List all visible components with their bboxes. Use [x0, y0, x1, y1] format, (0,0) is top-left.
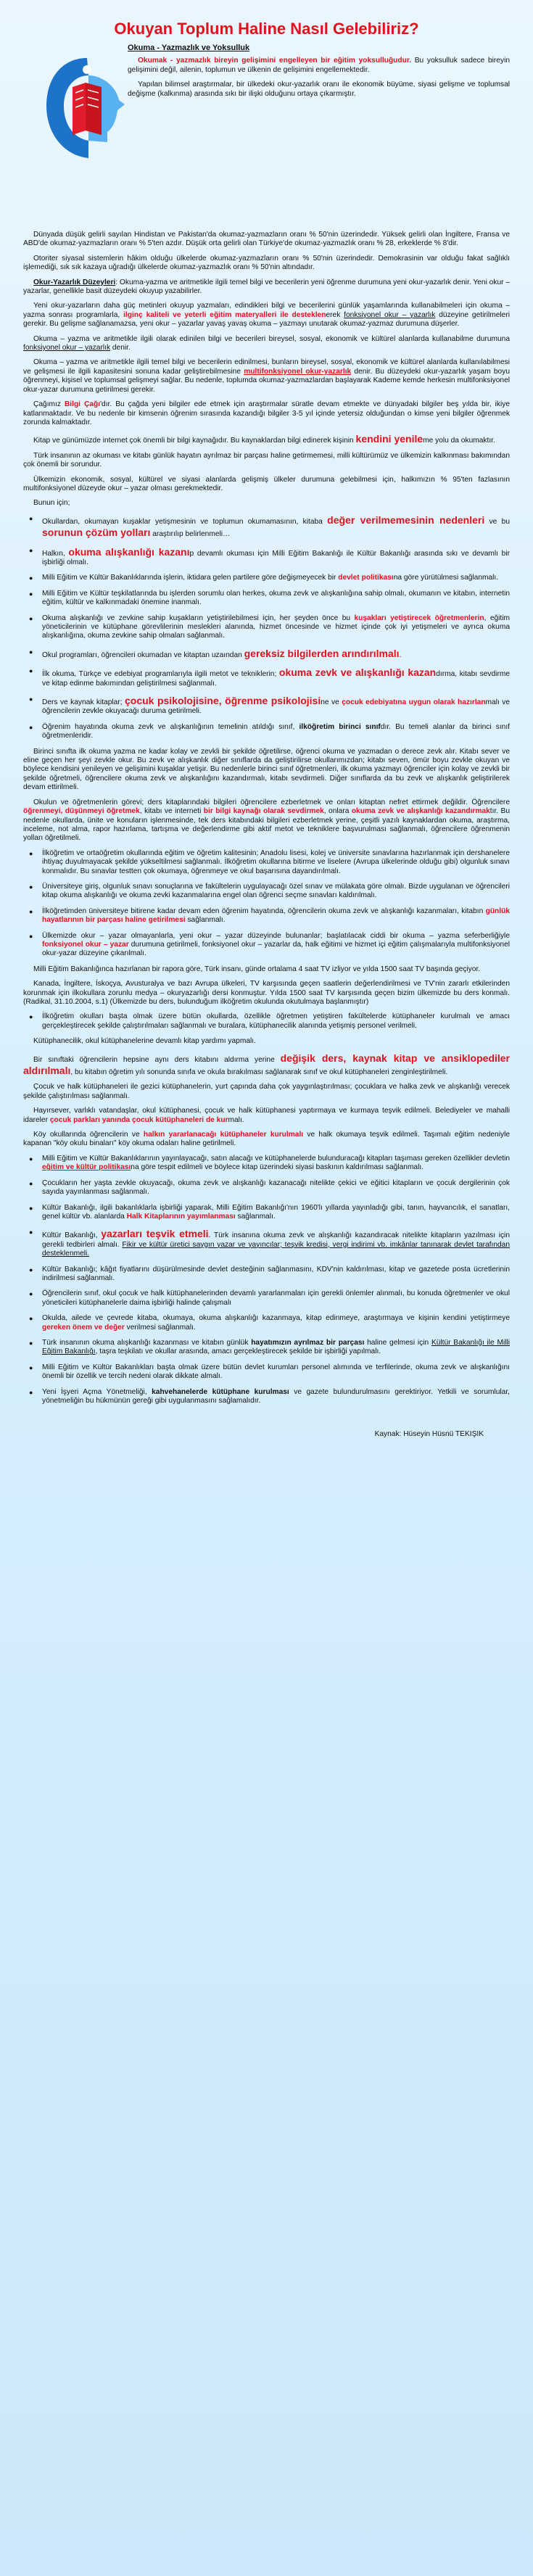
bold-text: kahvehanelerde kütüphane kurulması — [152, 1387, 289, 1396]
list-item — [42, 546, 510, 568]
paragraph-text: tır. — [487, 437, 495, 445]
list-item — [42, 723, 510, 741]
list-item — [42, 695, 510, 717]
paragraph — [23, 278, 510, 297]
paragraph-text: Milli Eğitim ve Kültür Bakanlıklarının yayınlayacağı, satın alacağı ve kütüphanelerde bulunduracağı kitapları taşıması gereken özellikler devletin — [42, 1154, 510, 1163]
list-item: ● Çocukların her yaşta zevkle okuyacağı, okuma zevk ve alışkanlığı kazanacağı nitelikte çekici ve eğitici kitapların ve çocuk dergilerinin çok sayıda yayınlanması sağlanmalı. — [42, 1179, 510, 1197]
paragraph: Ülkemizin ekonomik, sosyal, kültürel ve siyasi alanlarda gelişmiş ülkeler durumuna gelebilmesi için, halkımızın % 95'ten fazlasının multifonksiyonel düzeyde okur – yazar olması gerekmektedir. — [23, 475, 510, 492]
paragraph-text: Ders ve kaynak kitaplar; — [42, 698, 125, 707]
paragraph: Türk insanının az okuması ve kitabı günlük hayatın ayrılmaz bir parçası haline getirmemesi, milli kültürümüz ve ülkemizin kalkınması bakımından çok önemli bir sorundur. — [23, 451, 510, 469]
list-item: ● Öğrencilerin sınıf, okul çocuk ve halk kütüphanelerinden devamlı yararlanmaları için gerekli önlemler alınmalı, bu konuda öğretmenler ve okul yöneticileri kütüphanelerle daima işbirliği halinde çalışmalı — [42, 1289, 510, 1308]
list-item — [42, 514, 510, 540]
highlight-text: okuma zevk ve alışkanlığı kazandırmak — [351, 807, 490, 816]
paragraph-text: denir. — [110, 344, 131, 352]
list-item — [42, 648, 510, 660]
list-item — [42, 666, 510, 688]
paragraph-text: , onlara — [323, 807, 352, 816]
list-item — [42, 614, 510, 641]
paragraph-text: , bu kitabın öğretim yılı sonunda sınıfa ve okula bırakılması sağlanarak sınıf ve okul kütüphaneleri zenginleştirilmeli. — [70, 1068, 448, 1077]
book-head-logo-icon — [44, 54, 128, 162]
paragraph-text: . Türk insanına okuma zevk ve alışkanlığı kazandıracak nitelikte kitapların yazılması için gerekli tedbirleri almalı. — [42, 1231, 510, 1249]
highlight-text: okuma alışkanlığı kazanı — [68, 545, 190, 558]
highlight-text: eğitim ve kültür politikası — [42, 1163, 131, 1172]
underlined-text: fonksiyonel okur – yazarlık — [344, 310, 436, 319]
paragraph: Otoriter siyasal sistemlerin hâkim olduğu ülkelerde okumaz-yazmazların oranı % 50'nin üzerindedir. Demokrasinin var olduğu fakat sağlıklı işlemediği, sık sık kazaya uğradığı ülkelerde okumaz-yazmazlık oranı % 50'nin altındadır. — [23, 254, 510, 272]
paragraph-text: İlköğretimden üniversiteye bitirene kadar devam eden öğrenim hayatında, öğrencilerin okuma zevk ve alışkanlığı kazanmaları, kitabın — [42, 907, 486, 915]
list-item — [42, 1204, 510, 1222]
paragraph-text: sağlanmalı. — [235, 1212, 276, 1221]
paragraph-text: Okul programları, öğrencileri okumadan ve kitaptan uzaından — [42, 651, 244, 659]
intro-text — [128, 44, 510, 99]
paragraph-text: Kültür Bakanlığı, ilgili bakanlıklarla işbirliği yaparak, Milli Eğitim Bakanlığı'nın 1960'lı yıllarda yayınladığı gibi, tanın, hayvancılık, el sanatları, genel kültür vb. alanlarda — [42, 1203, 510, 1221]
highlight-text: günlük hayatlarının bir parçası haline getirilmesi — [42, 907, 510, 925]
list-item — [42, 1228, 510, 1258]
paragraph-text: na göre tespit edilmeli ve böylece kitap üzerindeki siyasi baskının kaldırılması sağlanmalı. — [131, 1163, 424, 1172]
term-label: Okur-Yazarlık Düzeyleri — [33, 278, 116, 286]
list-item: ● Milli Eğitim ve Kültür teşkilatlarında bu işlerden sorumlu olan herkes, okuma zevk ve alışkanlığına sahip olmalı, okumanın ve kitabın, internetin eğitim, kültür ve kalkınmadaki önemine inanmalı. — [42, 590, 510, 608]
paragraph-text: Halkın, — [42, 549, 69, 558]
paragraph: Çocuk ve halk kütüphaneleri ile gezici kütüphanelerin, yurt çapında daha çok yaygınlaştırılması; çocuklara ve halka zevk ve alışkanlığı verecek şekilde çalıştırılması sağlanmalı. — [23, 1083, 510, 1100]
paragraph-text: Bir sınıftaki öğrencilerin hepsine aynı ders kitabını aldırma yerine — [33, 1055, 281, 1064]
paragraph: Dünyada düşük gelirli sayılan Hindistan ve Pakistan'da okumaz-yazmazların oranı % 50'nin üzerindedir. Yüksek gelirli olan İngiltere, Fransa ve ABD'de okumaz-yazmazların oranı % 5'ten azdır. Düşük orta gelirli olan Türkiye'de okumaz-yazmazlık oranı % 28, erkeklerde % 8'dir. — [23, 231, 510, 248]
highlight-text: devlet politikası — [338, 574, 394, 582]
paragraph-text: ve halk okumaya teşvik edilmeli. Taşımalı eğitim nedeniyle kapanan "köy okulu binaları" köy okuma odaları haline getirilmeli. — [23, 1131, 510, 1148]
paragraph — [23, 433, 510, 445]
paragraph-text: Okullardan, okumayan kuşaklar yetişmesinin ve toplumun okumamasının, kitaba — [42, 517, 328, 526]
paragraph-text: Hayırsever, varlıklı vatandaşlar, okul kütüphanesi, çocuk ve halk kütüphanesi yaptırmaya ve kurmaya teşvik edilmeli. Belediyeler ve mahalli idareler — [23, 1107, 510, 1124]
paragraph-text: Bu yoksulluk sadece bireyin gelişimini değil, ailenin, toplumun ve ülkenin de gelişimini engellemektedir. — [128, 57, 510, 74]
highlight-text: ilginç kaliteli ve yeterli eğitim materyalleri ile desteklen — [123, 310, 326, 319]
paragraph-text: p devamlı okuması için Milli Eğitim Bakanlığı ile Kültür Bakanlığı arasında sıkı ve devamlı bir işbirliği olmalı. — [42, 549, 510, 566]
paragraph-text: verilmesi sağlanmalı. — [124, 1323, 196, 1332]
paragraph-text: Ülkemizde okur – yazar olmayanlarla, yeni okur – yazar düzeyinde bulunanlar; başlatılacak ciddi bir okuma – yazma seferberliğiyle — [42, 931, 510, 940]
paragraph — [23, 302, 510, 329]
page-title: Okuyan Toplum Haline Nasıl Gelebiliriz? — [114, 20, 419, 38]
highlight-text: halkın yararlanacağı kütüphaneler kurulmalı — [143, 1131, 304, 1139]
paragraph-text: dır. Bu temeli alanlar da birinci sınıf öğretmenleridir. — [42, 722, 510, 740]
paragraph-text: Yeni İşyeri Açma Yönetmeliği, — [42, 1387, 152, 1396]
section-heading: Okuma - Yazmazlık ve Yoksulluk — [128, 44, 250, 52]
highlight-text: gereken önem ve değer — [42, 1323, 125, 1332]
paragraph-text: Türk insanının okuma alışkanlığı kazanması ve kitabın günlük — [42, 1338, 252, 1347]
list-item — [42, 1388, 510, 1406]
paragraph-text: , taşra teşkilatı ve okullar arasında, amacı gerçekleştirecek şekilde bir işbirliği yapılmalı. — [95, 1347, 381, 1356]
highlight-text: fonksiyonel okur – yazar — [42, 940, 129, 949]
paragraph-text: . — [399, 651, 402, 659]
highlight-text: Okumak - yazmazlık bireyin gelişimini engelleyen bir eğitim yoksulluğudur. — [138, 57, 412, 65]
underlined-text: fonksiyonel okur – yazarlık — [23, 344, 111, 352]
paragraph — [23, 400, 510, 427]
highlight-text: Halk Kitaplarının yayımlanması — [126, 1212, 236, 1221]
paragraph-text: Okulun ve öğretmenlerin görevi; ders kitaplarındaki bilgileri öğrencilere ezberletmek ve onları kitaptan nefret ettirmek değildir. Öğrencilere — [33, 798, 510, 806]
paragraph-text: ne ve — [321, 698, 342, 707]
list-item — [42, 1339, 510, 1357]
highlight-text: kendini yenile — [355, 433, 423, 445]
highlight-text: bir bilgi kaynağı olarak sevdirmek — [203, 807, 324, 816]
paragraph — [23, 1107, 510, 1125]
bold-text: hayatımızın ayrılmaz bir parçası — [251, 1338, 365, 1347]
recommendation-list — [23, 1155, 510, 1406]
highlight-text: yazarları teşvik etmeli — [101, 1228, 209, 1240]
highlight-text: kuşakları yetiştirecek öğretmenlerin — [354, 614, 484, 622]
paragraph-text: sağlanmalı. — [185, 916, 226, 925]
paragraph-text: Okulda, ailede ve çevrede kitaba, okumaya, okuma alışkanlığı kazanmaya, kitap edinmeye, araştırmaya ve kişinin kendini yetiştirmeye — [42, 1314, 510, 1323]
paragraph-text: na göre yürütülmesi sağlanmalı. — [393, 574, 499, 582]
highlight-text: değer verilmemesinin nedenleri — [327, 513, 485, 526]
list-item: ● Üniversiteye giriş, olgunluk sınavı sonuçlarına ve fakültelerin uygulayacağı özel sınav ve mülakata göre olmalı. Bizde uygulanan ve öğrencileri kitap okuma alışkanlığı ve okuma zevki kazanmalarına engel olan öğrenci seçme sınavları kaldırılmalı. — [42, 883, 510, 901]
paragraph-text: malı. — [228, 1115, 244, 1124]
paragraph-text: Kitap ve günümüzde internet çok önemli bir bilgi kaynağıdır. Bu kaynaklardan bilgi edinerek kişinin — [33, 437, 356, 445]
highlight-text: gereksiz bilgilerden arındırılmalı — [244, 647, 400, 659]
paragraph — [23, 798, 510, 843]
paragraph-text: Milli Eğitim ve Kültür Bakanlıklarında işlerin, iktidara gelen partilere göre değişmeyecek bir — [42, 574, 339, 582]
paragraph-text: : Okuma-yazma ve aritmetikle ilgili temel bilgi ve becerilerin yeni öğrenme durumuna yeni okur-yazarlık denir. Yeni okur – yazarlar, genellikle basit düzeydeki okuyup yazabilirler. — [23, 278, 511, 296]
paragraph: Milli Eğitim Bakanlığınca hazırlanan bir rapora göre, Türk insanı, günde ortalama 4 saat TV izliyor ve yılda 1500 saat TV başında geçiyor. — [33, 965, 481, 973]
paragraph-text: Çağımız — [33, 400, 65, 409]
paragraph-text: denir. Bu düzeydeki okur-yazarlık yaşam boyu öğrenmeyi, kişisel ve toplumsal gelişmeyi sağlar. Bu nedenle, toplumda okumaz-yazmazlardan başlayarak Kademe kemde herkesin multifonksiyonel okur-yazar durumuna getirilmesi gerekir. — [23, 367, 510, 394]
paragraph: Birinci sınıfta ilk okuma yazma ne kadar kolay ve zevkli bir şekilde öğretilirse, öğrenci okuma ve yazmadan o derece zevk alır. Kitabı sever ve eline geçen her şeyi zevkle okur. Bu zevk ve alışkanlık diğer sınıflarda da geliştirilirse okullarımızdan; kitabı seven, ömür boyu zevkle okuyan ve böylece kendisini yenileyen ve gelişimini kuşaklar yetişir. Bu nedenlerle birinci sınıf öğretmenleri, ilk okuma yazmayı öğrenciler için kolay ve zevkli bir şekilde öğretmeli, öğrencilere okuma zevk ve alışkanlığını kazandırmalı, kitabı sevdirmeli. Diğer sınıflarda da bu zevk ve alışkanlık geliştirilerek devam ettirilmeli. — [23, 747, 510, 792]
paragraph-text: haline gelmesi için — [364, 1338, 431, 1347]
list-item: ● Kültür Bakanlığı; kâğıt fiyatlarını düşürülmesinde devlet desteğinin sağlanmasını, KDV'nin kaldırılması, kitap ve gazetede posta ücretlerinin indirilmesi sağlanmalı. — [42, 1266, 510, 1284]
intro-section — [23, 44, 510, 231]
paragraph-text: Yeni okur-yazarların daha güç metinleri okuyup yazmaları, edindikleri bilgi ve becerilerini günlük yaşamlarında kullanabilmeleri için okuma – yazma sonrası programlarla, — [23, 302, 510, 319]
paragraph: Kütüphanecilik, okul kütüphanelerine devamlı kitap yardımı yapmalı. — [33, 1037, 256, 1046]
recommendation-list — [23, 849, 510, 959]
paragraph-text: me yolu da okumak — [423, 437, 487, 445]
paragraph-text: düzeyine getirilmeleri gerekir. Bu gelişme sağlanamazsa, yeni okur – yazarlar yavaş yavaş okuma – yazmayı unutarak okumaz-yazmaz durumuna düşerler. — [23, 310, 511, 329]
highlight-text: multifonksiyonel okur-yazarlık — [244, 367, 352, 376]
highlight-text: öğrenmeyi, düşünmeyi öğretmek — [23, 807, 140, 816]
list-item — [42, 1314, 510, 1332]
paragraph-text: İlk okuma, Türkçe ve edebiyat programlarıyla ilgili metot ve tekniklerin; — [42, 670, 279, 679]
paragraph-text: Okuma – yazma ve aritmetikle ilgili temel bilgi ve becerilerin edinilmesi, bunların bireysel, sosyal, ekonomik ve kültürel alanlarda kullanılabilmesi ve gelişmesi ile ilgili kapasitesini sonuna kadar geliştirebilmesine — [23, 358, 510, 376]
paragraph-text: ve gazete bulundurulmasını gerektiriyor. Yetkili ve sorumlular, yönetmeliğin bu hükmünün gereği gibi uygulanmasını sağlamalıdır. — [42, 1387, 510, 1405]
paragraph-text: erek — [326, 310, 344, 319]
paragraph-text: , kitabı ve interneti — [139, 807, 204, 816]
paragraph — [23, 358, 510, 395]
paragraph-text: araştırılıp belirlenmeli… — [150, 530, 231, 539]
paragraph: Kanada, İngiltere, İskoçya, Avusturalya ve bazı Avrupa ülkeleri, TV karşısında geçen saatlerin değerlendirilmesi ve TV'nin zararlı etkilerinden korunmak için ilkokullara zorunlu medya – okuryazarlığı dersi konmuştur. Yılda 1500 saat TV karşısında geçen bizim ülkemizde bu ders konmalı.(Radikal, 31.10.2004, s.1) (Ülkemizde bu ders, bulunduğum ilköğretim okulunda okutulmaya başlanmıştır) — [23, 980, 510, 1006]
underlined-text: Kültür Bakanlığı ile Milli Eğitim Bakanlığı — [42, 1338, 510, 1356]
list-item — [42, 907, 510, 925]
paragraph-text: Kültür Bakanlığı, — [42, 1231, 102, 1240]
intro-paragraph-2: Yapılan bilimsel araştırmalar, bir ülkedeki okur-yazarlık oranı ile ekonomik büyüme, siyasi gelişme ve toplumsal değişme (kalkınma) arasında sıkı bir ilişki olduğunu ortaya çıkarmıştır. — [128, 80, 510, 98]
paragraph-text: , eğitim yöneticilerinin ve kütüphane görevlilerinin meslekleri alanında, hizmet öncesinde ve hizmet içinde çok iyi yetişmeleri ve ayrıca okuma alışkanlığına, okuma zevkine sahip olmaları sağlanmalı. — [42, 614, 511, 640]
paragraph-text: tır. Bu nedenle okullarda, ünite ve konuların işlenmesinde, tek ders kitabındaki bilgileri ezberletmek yerine, çeşitli yazılı kaynaklardan okuma, araştırma, inceleme, not alma, rapor hazırlama, tartışma ve değerlendirme gibi aktif metot ve tekniklere başvurulması sağlanmalı, öğrencilere öğrenmenin yolları öğretilmeli. — [23, 807, 510, 843]
list-item: ● İlköğretim okulları başta olmak üzere bütün okullarda, özellikle öğretmen yetiştiren fakültelerde kütüphaneler kurulmalı ve amacı gerçekleştirecek şekilde çalıştırılmaları sağlanmalı ve buralara, kütüphanecilik alanında yetişmiş personel verilmeli. — [42, 1012, 510, 1031]
source-credit: Kaynak: Hüseyin Hüsnü TEKIŞIK — [374, 1430, 484, 1439]
highlight-text: çocuk psikolojisine, öğrenme psikolojisi — [124, 695, 321, 707]
paragraph-text: ve bu — [484, 517, 510, 526]
bold-text: ilköğretim birinci sınıf — [299, 722, 381, 731]
paragraph-text: dırma, kitabı sevdirme ve kitap edinme bakımından geliştirilmesi sağlanmalı. — [42, 670, 510, 688]
highlight-text: çocuk edebiyatına uygun olarak hazırlan — [342, 698, 486, 707]
intro-paragraph-1 — [128, 57, 510, 75]
paragraph-text: malı ve öğrencilerin zevkle okuyacağı duruma getirilmeli. — [42, 698, 510, 716]
paragraph-text: Okuma alışkanlığı ve zevkine sahip kuşakların yetiştirilebilmesi için, her şeyden önce bu — [42, 614, 355, 622]
list-item: ● İlköğretim ve ortaöğretim okullarında eğitim ve öğretim kalitesinin; Anadolu lisesi, kolej ve üniversite sınavlarına hazırlanmak için dershanelere ihtiyaç duyulmayacak şekilde yükseltilmesi sağlanmalı. İlköğretim okullarına bitirme ve liselere (Avrupa ülkelerinde olduğu gibi) olgunluk sınavı konmalıdır. Bu sınavlar testten çok okumaya, öğrenmeye ve okul başarısına dayandırılmalı. — [42, 849, 510, 876]
paragraph-text: 'dır. Bu çağda yeni bilgiler ede etmek için araştırmalar süratle devam etmekte ve dünyadaki bilgiler beş yılda bir, ikiye katlanmaktadır. Ve bu nedenle bir kimsenin öğrenim sırasında kazandığı bilgiler 3-5 yıl içinde yetersiz olduğundan o kimse yeni bilgiler öğrenmek zorunda kalmaktadır. — [23, 400, 510, 426]
paragraph: Bunun için; — [33, 499, 70, 508]
paragraph — [23, 1131, 510, 1149]
list-item: ● Milli Eğitim ve Kültür Bakanlıkları başta olmak üzere bütün devlet kurumları personel alımında ve terfilerinde, okuma zevk ve alışkanlığını önemli bir özellik ve tercih nedeni olarak dikkate almalı. — [42, 1363, 510, 1382]
recommendation-list — [23, 1012, 510, 1031]
highlight-text: değişik ders, kaynak kitap ve ansiklopediler aldırılmalı — [23, 1052, 511, 1077]
highlight-text: okuma zevk ve alışkanlığı kazan — [278, 666, 437, 679]
paragraph-text: durumuna getirilmeli, fonksiyonel okur – yazarlar da, halk eğitimi ve hizmet içi eğitim çalışmalarıyla multifonksiyonel okur-yazar düzeyine çıkarılmalı. — [42, 940, 510, 958]
paragraph — [23, 1052, 510, 1078]
paragraph — [23, 335, 510, 353]
paragraph-text: Öğrenim hayatında okuma zevk ve alışkanlığının temelinin atıldığı sınıf, — [42, 722, 299, 731]
highlight-text: Bilgi Çağı — [64, 400, 101, 409]
highlight-text: sorunun çözüm yolları — [42, 527, 151, 539]
paragraph-text: Okuma – yazma ve aritmetikle ilgili olarak edinilen bilgi ve becerileri bireysel, sosyal, ekonomik ve kültürel alanlarda kullanabilme durumuna — [33, 334, 510, 343]
highlight-text: çocuk parkları yanında çocuk kütüphaneleri de kur — [49, 1115, 228, 1124]
list-item — [42, 574, 510, 582]
underlined-text: Fikir ve kültür üretici saygın yazar ve yayıncılar; teşvik kredisi, vergi indirimi vb. imkânlar tanınarak devlet tarafından desteklenmeli. — [42, 1240, 511, 1258]
list-item — [42, 1155, 510, 1173]
list-item — [42, 932, 510, 959]
paragraph-text: Köy okullarında öğrencilerin ve — [33, 1131, 144, 1139]
recommendation-list — [23, 514, 510, 741]
